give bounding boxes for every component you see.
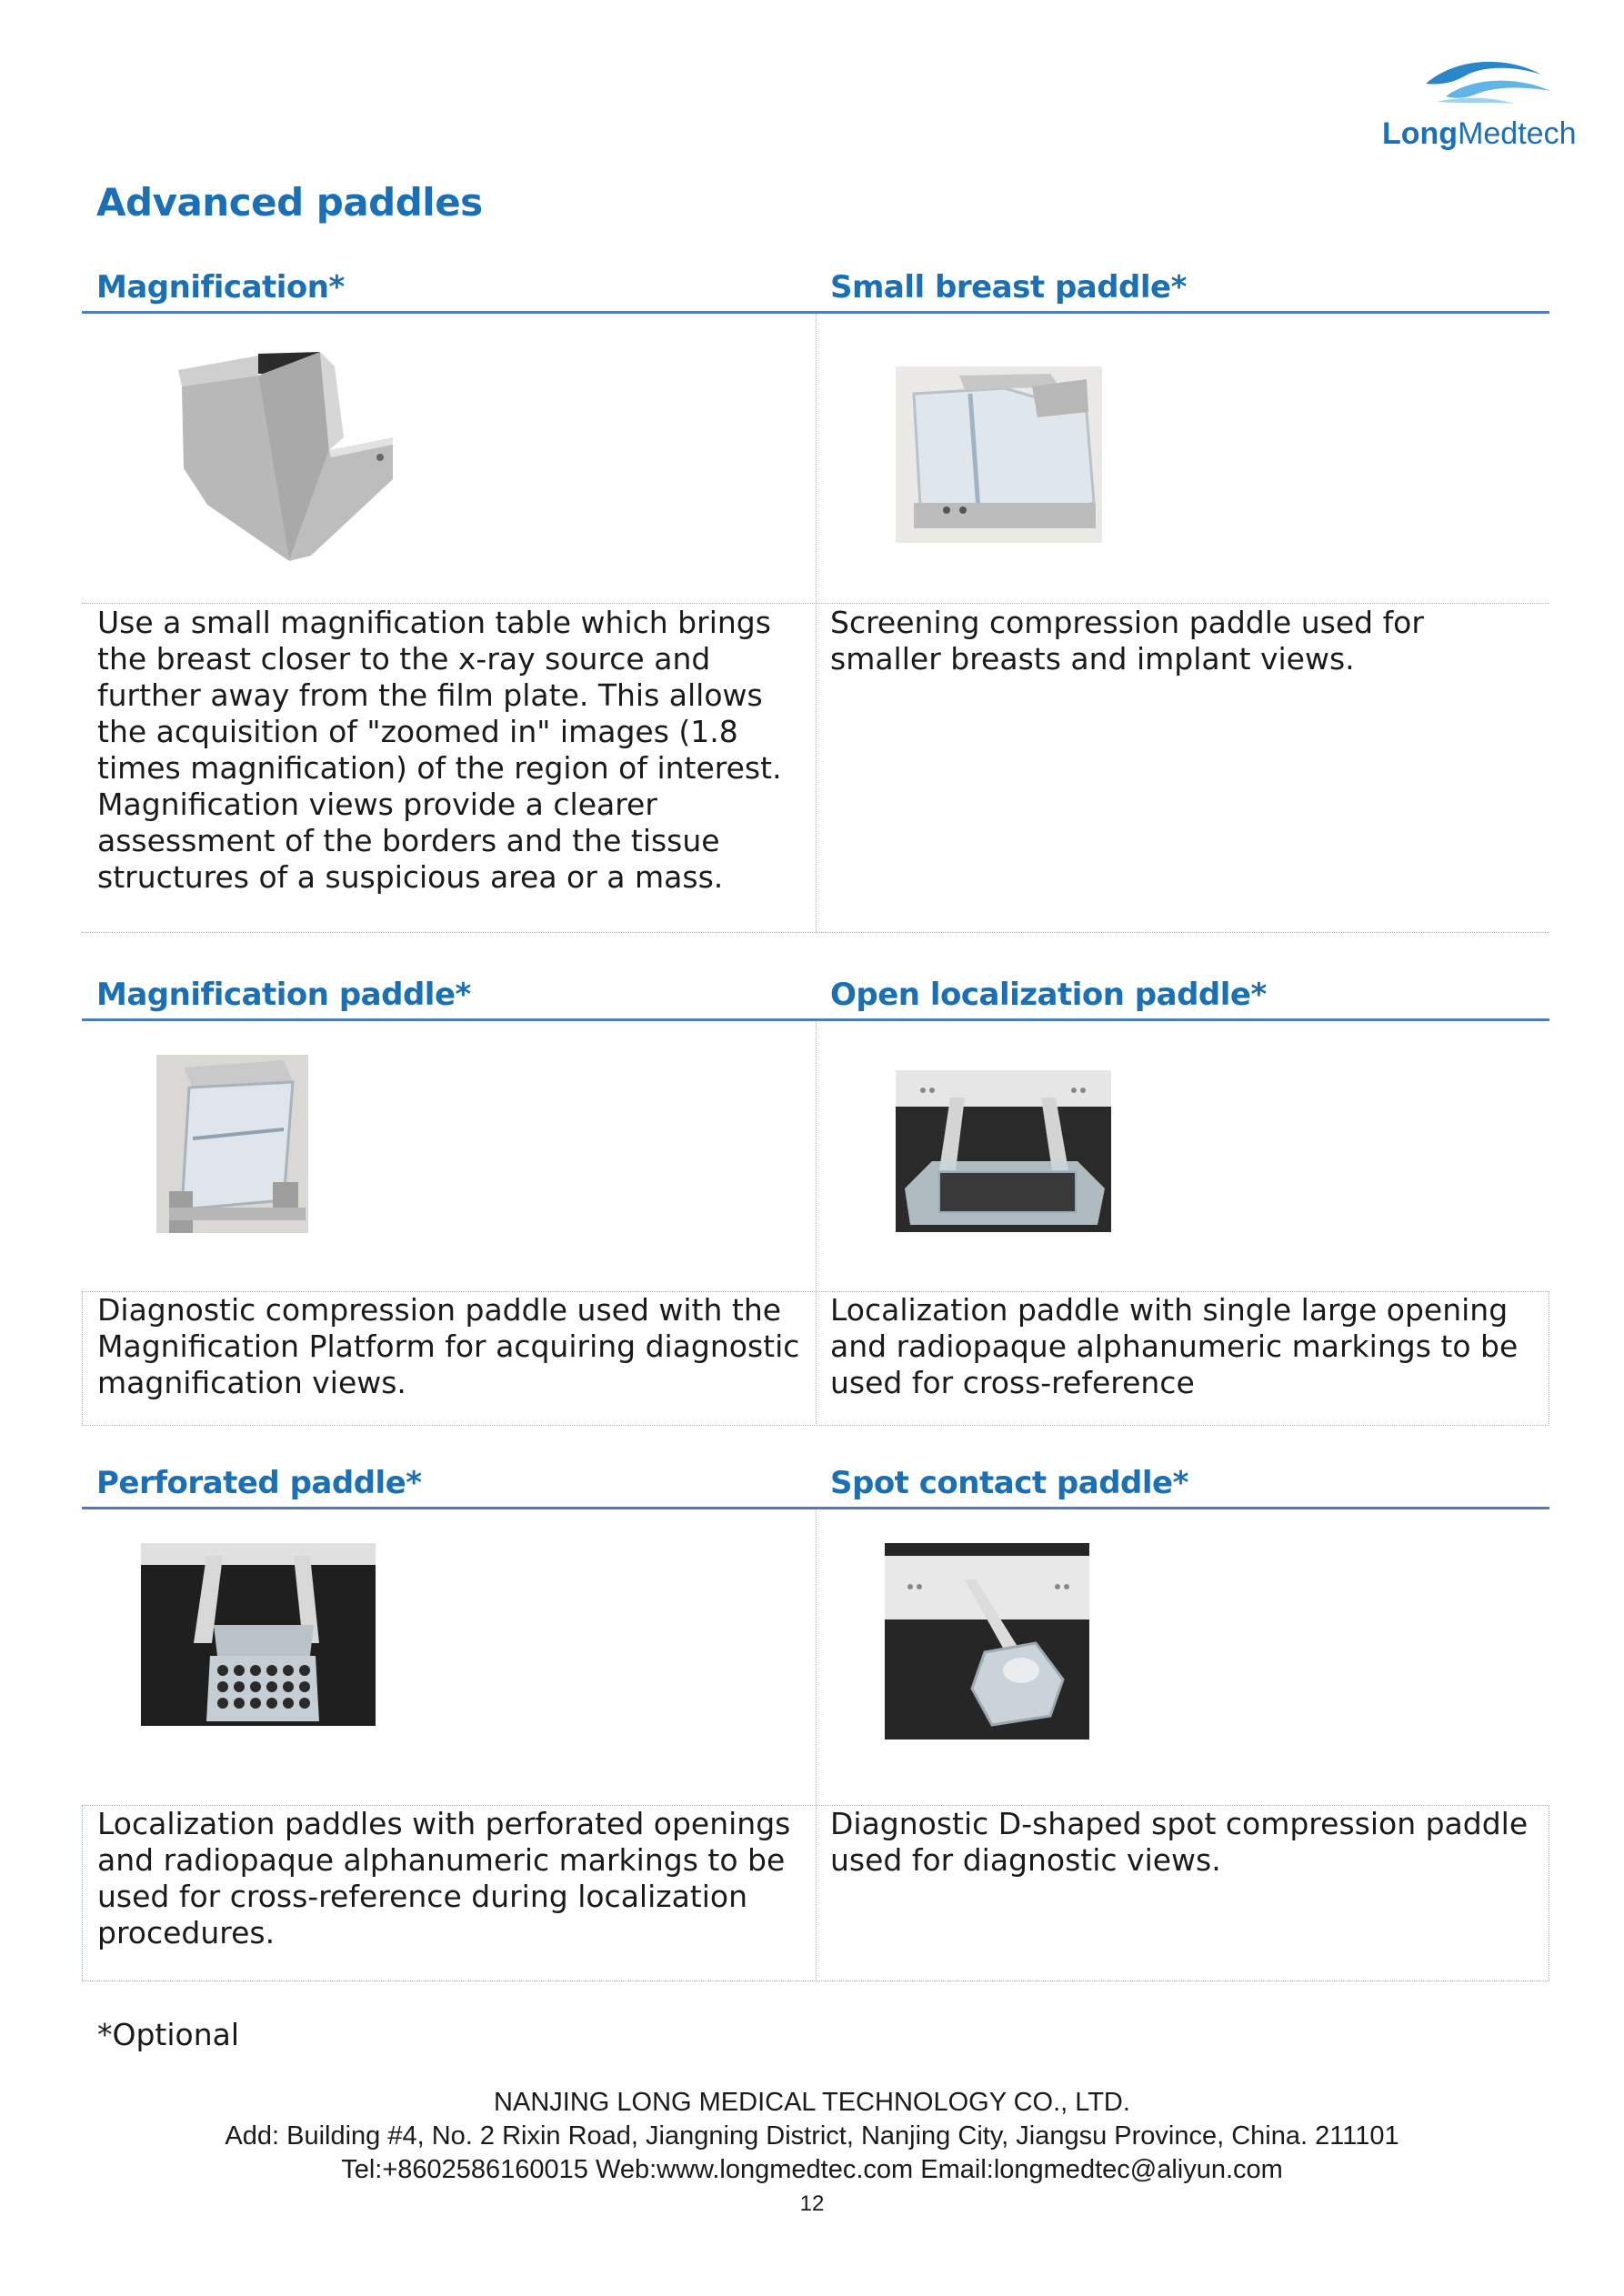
magnification-table-icon — [175, 350, 393, 561]
description-small-breast-paddle: Screening compression paddle used for smaller breasts and implant views. — [830, 605, 1424, 677]
description-magnification-paddle: Diagnostic compression paddle used with the Magnification Platform for acquiring diagnostic magnification views. — [97, 1292, 800, 1400]
section-header-row-3 — [82, 1461, 1549, 1509]
page-number: 12 — [799, 2191, 825, 2216]
heading-open-localization-paddle: Open localization paddle* — [830, 977, 1267, 1013]
footer-contact: Tel:+8602586160015 Web:www.longmedtec.com Email:longmedtec@aliyun.com — [341, 2155, 1283, 2184]
section-header-row-2 — [82, 973, 1549, 1021]
column-divider — [816, 1021, 817, 1291]
footer-address: Add: Building #4, No. 2 Rixin Road, Jiangning District, Nanjing City, Jiangsu Province, China. 211101 — [225, 2121, 1399, 2151]
row-divider — [82, 603, 1549, 604]
perforated-paddle-icon — [141, 1543, 376, 1726]
heading-spot-contact-paddle: Spot contact paddle* — [830, 1465, 1188, 1501]
column-divider — [816, 314, 817, 932]
wave-logo-icon — [1418, 56, 1555, 113]
open-localization-paddle-icon — [896, 1070, 1111, 1232]
description-spot-contact-paddle: Diagnostic D-shaped spot compression paddle used for diagnostic views. — [830, 1806, 1529, 1878]
small-breast-paddle-icon — [896, 366, 1102, 543]
row-divider — [82, 932, 1549, 933]
description-open-localization-paddle: Localization paddle with single large opening and radiopaque alphanumeric markings to be used for cross-reference — [830, 1292, 1519, 1400]
column-divider — [816, 1291, 817, 1426]
description-perforated-paddle: Localization paddles with perforated openings and radiopaque alphanumeric markings to be used for cross-reference during localization procedures. — [97, 1806, 791, 1950]
company-logo — [1373, 56, 1591, 156]
section-header-row-1 — [82, 266, 1549, 314]
heading-perforated-paddle: Perforated paddle* — [96, 1465, 422, 1501]
description-magnification: Use a small magnification table which brings the breast closer to the x-ray source and further away from the film plate. This allows the acquisition of "zoomed in" images (1.8 times magnification) of the region of interest. Magnification views provide a clearer assessment of the borders and the tissue structures of a suspicious area or a mass. — [97, 605, 782, 895]
column-divider — [816, 1509, 817, 1805]
page-title: Advanced paddles — [96, 180, 483, 225]
spot-contact-paddle-icon — [885, 1543, 1089, 1740]
column-divider — [816, 1805, 817, 1981]
footer-company: NANJING LONG MEDICAL TECHNOLOGY CO., LTD. — [494, 2088, 1130, 2117]
optional-footnote: *Optional — [97, 2017, 240, 2052]
magnification-paddle-icon — [156, 1055, 308, 1233]
heading-magnification: Magnification* — [96, 269, 345, 306]
heading-magnification-paddle: Magnification paddle* — [96, 977, 471, 1013]
logo-wordmark: LongMedtech — [1382, 116, 1577, 151]
heading-small-breast-paddle: Small breast paddle* — [830, 269, 1187, 306]
